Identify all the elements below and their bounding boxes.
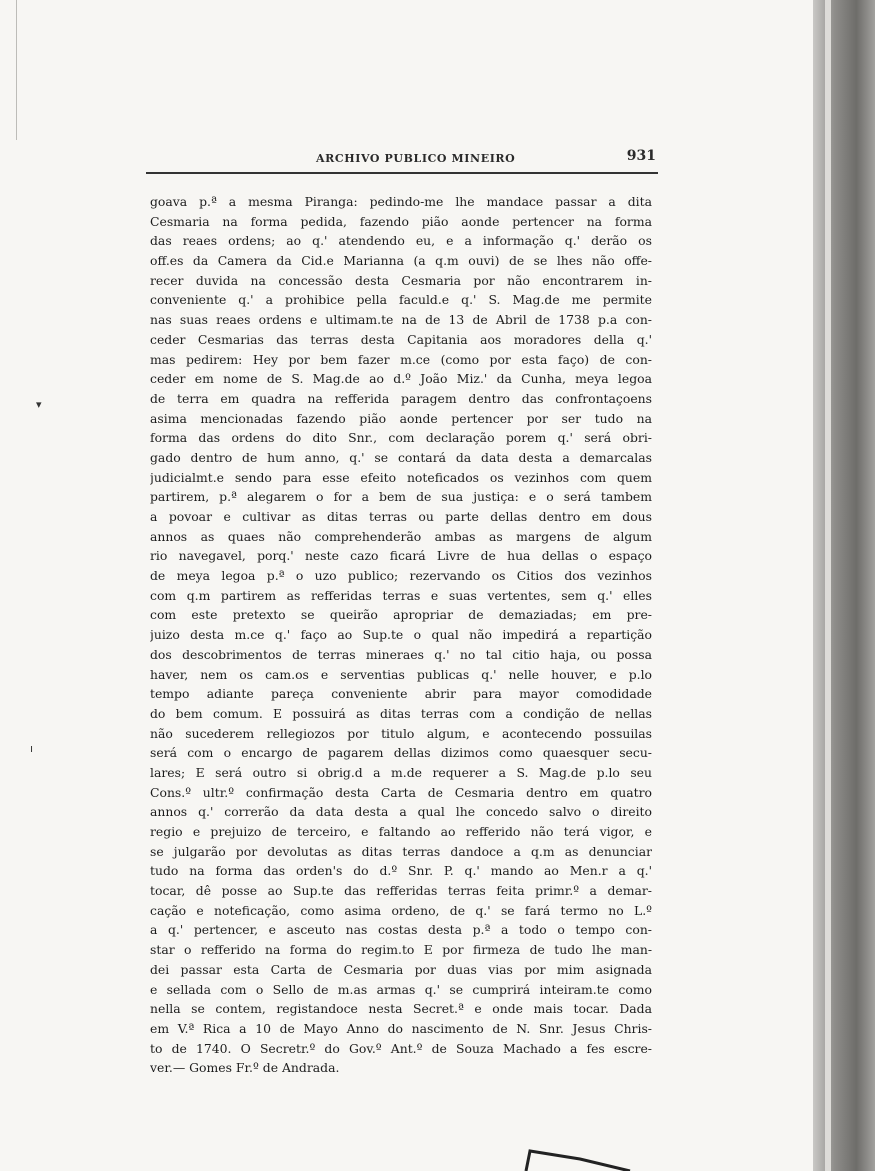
text-line: asima mencionadas fazendo pião aonde pertencer por ser tudo na (150, 410, 652, 426)
text-line: lares; E será outro si obrig.d a m.de requerer a S. Mag.de p.lo seu (150, 764, 652, 780)
text-line: regio e prejuizo de terceiro, e faltando ao refferido não terá vigor, e (150, 824, 652, 839)
text-line: annos q.' correrão da data desta a qual lhe concedo salvo o direito (150, 804, 652, 820)
page-number: 931 (626, 148, 656, 164)
page-header (146, 148, 658, 172)
text-line: e sellada com o Sello de m.as armas q.' se cumprirá inteiram.te como (150, 981, 652, 997)
text-line: nas suas reaes ordens e ultimam.te na de 13 de Abril de 1738 p.a con- (150, 312, 652, 328)
text-line: recer duvida na concessão desta Cesmaria por não encontrarem in- (150, 272, 652, 288)
text-line: goava p.ª a mesma Piranga: pedindo-me lhe mandace passar a dita (150, 194, 652, 209)
text-line: com este pretexto se queirão apropriar de demaziadas; em pre- (150, 607, 652, 623)
text-line: dei passar esta Carta de Cesmaria por duas vias por mim asignada (150, 961, 652, 977)
text-line: a povoar e cultivar as ditas terras ou parte dellas dentro em dous (150, 509, 652, 524)
margin-mark: ı (30, 742, 34, 755)
text-line: ceder em nome de S. Mag.de ao d.º João Miz.' da Cunha, meya legoa (150, 371, 652, 387)
text-line: nella se contem, registandoce nesta Secret.ª e onde mais tocar. Dada (150, 1001, 652, 1017)
text-line: tempo adiante pareça conveniente abrir para mayor comodidade (150, 686, 652, 702)
text-line: rio navegavel, porq.' neste cazo ficará Livre de hua dellas o espaço (150, 548, 652, 564)
header-rule (146, 172, 658, 174)
margin-mark: ▾ (36, 398, 42, 411)
page-corner-fold (520, 1141, 640, 1171)
text-line: dos descobrimentos de terras mineraes q.' no tal citio haja, ou possa (150, 646, 652, 662)
text-line: tudo na forma das orden's do d.º Snr. P. q.' mando ao Men.r a q.' (150, 863, 652, 879)
text-line: das reaes ordens; ao q.' atendendo eu, e a informação q.' derão os (150, 233, 652, 249)
text-line: forma das ordens do dito Snr., com declaração porem q.' será obri- (150, 430, 652, 446)
text-line: Cons.º ultr.º confirmação desta Carta de Cesmaria dentro em quatro (150, 784, 652, 800)
text-line: mas pedirem: Hey por bem fazer m.ce (como por esta faço) de con- (150, 351, 652, 367)
text-line: se julgarão por devolutas as ditas terras dandoce a q.m as denunciar (150, 843, 652, 859)
text-line: do bem comum. E possuirá as ditas terras com a condição de nellas (150, 705, 652, 721)
running-title: ARCHIVO PUBLICO MINEIRO (316, 152, 516, 165)
text-line: ceder Cesmarias das terras desta Capitania aos moradores della q.' (150, 331, 652, 347)
text-line: em V.ª Rica a 10 de Mayo Anno do nascimento de N. Snr. Jesus Chris- (150, 1020, 652, 1036)
text-line: star o refferido na forma do regim.to E por firmeza de tudo lhe man- (150, 942, 652, 958)
text-line: a q.' pertencer, e asceuto nas costas desta p.ª a todo o tempo con- (150, 922, 652, 938)
text-line: haver, nem os cam.os e serventias publicas q.' nelle houver, e p.lo (150, 666, 652, 682)
text-line: não sucederem rellegiozos por titulo algum, e acontecendo possuilas (150, 725, 652, 741)
text-line: to de 1740. O Secretr.º do Gov.º Ant.º de Souza Machado a fes escre- (150, 1040, 652, 1056)
book-spine-shadow (813, 0, 875, 1171)
text-line: off.es da Camera da Cid.e Marianna (a q.m ouvi) de se lhes não offe- (150, 253, 652, 269)
text-line: gado dentro de hum anno, q.' se contará da data desta a demarcalas (150, 449, 652, 465)
text-line: tocar, dê posse ao Sup.te das refferidas terras feita primr.º a demar- (150, 883, 652, 899)
text-line: annos as quaes não comprehenderão ambas as margens de algum (150, 528, 652, 544)
text-line: partirem, p.ª alegarem o for a bem de sua justiça: e o será tambem (150, 489, 652, 505)
text-line: com q.m partirem as refferidas terras e suas vertentes, sem q.' elles (150, 587, 652, 603)
text-line: de meya legoa p.ª o uzo publico; rezervando os Citios dos vezinhos (150, 568, 652, 584)
text-line: juizo desta m.ce q.' faço ao Sup.te o qual não impedirá a repartição (150, 627, 652, 643)
text-line: cação e noteficação, como asima ordeno, de q.' se fará termo no L.º (150, 902, 652, 918)
text-line: conveniente q.' a prohibice pella faculd.e q.' S. Mag.de me permite (150, 292, 652, 308)
page-edge-shadow (16, 0, 17, 140)
text-line: judicialmt.e sendo para esse efeito noteficados os vezinhos com quem (150, 469, 652, 485)
spine-edge (825, 0, 831, 1171)
text-line: Cesmaria na forma pedida, fazendo pião aonde pertencer na forma (150, 213, 652, 229)
text-line: será com o encargo de pagarem dellas dizimos como quaesquer secu- (150, 745, 652, 761)
text-line: ver.— Gomes Fr.º de Andrada. (150, 1060, 340, 1076)
text-line: de terra em quadra na refferida paragem dentro das confrontaçoens (150, 390, 652, 406)
body-text (150, 192, 652, 1078)
